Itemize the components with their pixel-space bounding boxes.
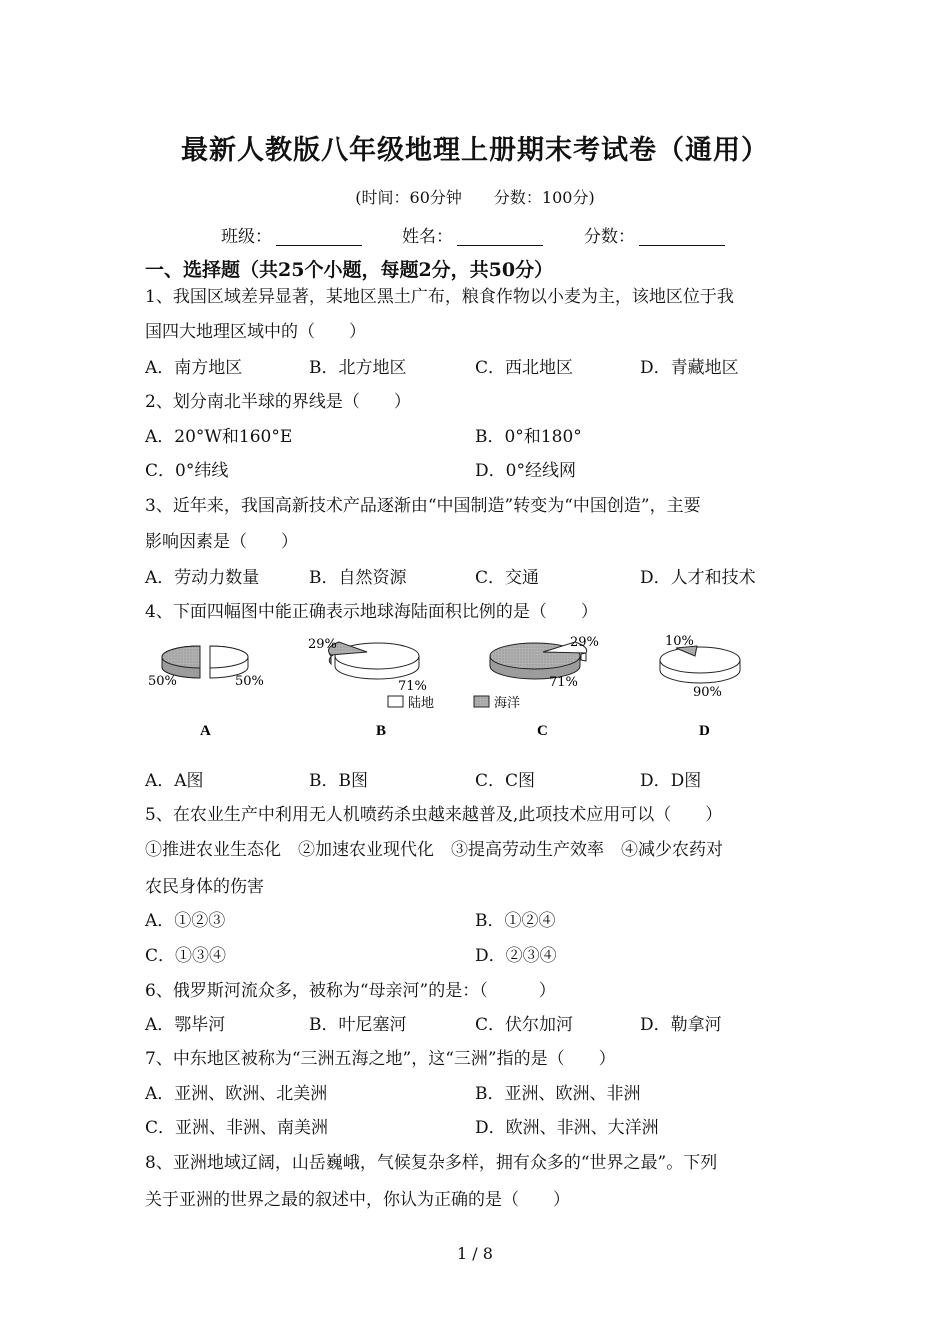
q6-option-c[interactable]: C．伏尔加河 bbox=[475, 1015, 574, 1035]
q1-stem-1: 1、我国区域差异显著，某地区黑土广布，粮食作物以小麦为主，该地区位于我 bbox=[145, 287, 734, 307]
pie-d-letter: D bbox=[699, 723, 710, 739]
name-field bbox=[402, 222, 543, 247]
q3-option-d[interactable]: D．人才和技术 bbox=[640, 568, 756, 588]
name-blank[interactable] bbox=[457, 227, 543, 246]
q1-stem-2: 国四大地理区域中的（ ） bbox=[145, 322, 366, 342]
q5-stem-1: 5、在农业生产中利用无人机喷药杀虫越来越普及,此项技术应用可以（ ） bbox=[145, 805, 723, 825]
pie-a-right-label: 50% bbox=[235, 674, 264, 689]
legend-ocean-swatch bbox=[474, 696, 489, 707]
q5-option-d[interactable]: D．②③④ bbox=[475, 946, 557, 966]
q6-option-a[interactable]: A．鄂毕河 bbox=[145, 1015, 226, 1035]
q5-option-b[interactable]: B．①②④ bbox=[475, 911, 556, 931]
section-title: 一、选择题（共25个小题，每题2分，共50分） bbox=[145, 259, 554, 281]
score-label: 分数： bbox=[584, 227, 635, 247]
exam-info: (时间：60分钟 分数：100分) bbox=[355, 188, 595, 207]
pie-d-bottom-label: 90% bbox=[693, 685, 722, 700]
q1-option-b[interactable]: B．北方地区 bbox=[309, 358, 407, 378]
name-label: 姓名： bbox=[402, 227, 453, 247]
class-blank[interactable] bbox=[276, 227, 362, 246]
q4-option-c[interactable]: C．C图 bbox=[475, 771, 536, 791]
pie-b bbox=[329, 642, 419, 679]
q7-stem: 7、中东地区被称为“三洲五海之地”，这“三洲”指的是（ ） bbox=[145, 1049, 616, 1069]
pie-d bbox=[660, 646, 740, 683]
q1-option-a[interactable]: A．南方地区 bbox=[145, 358, 243, 378]
q8-stem-1: 8、亚洲地域辽阔，山岳巍峨，气候复杂多样，拥有众多的“世界之最”。下列 bbox=[145, 1153, 718, 1173]
legend-land-swatch bbox=[388, 696, 403, 707]
pie-d-top-label: 10% bbox=[665, 634, 694, 649]
class-field bbox=[221, 222, 362, 247]
q7-option-c[interactable]: C．亚洲、非洲、南美洲 bbox=[145, 1118, 329, 1138]
q5-option-a[interactable]: A．①②③ bbox=[145, 911, 226, 931]
q7-option-d[interactable]: D．欧洲、非洲、大洋洲 bbox=[475, 1118, 659, 1138]
pie-c-letter: C bbox=[537, 723, 548, 739]
q6-option-d[interactable]: D．勒拿河 bbox=[640, 1015, 722, 1035]
legend-land-label: 陆地 bbox=[408, 696, 435, 711]
score-blank[interactable] bbox=[639, 227, 725, 246]
q4-option-b[interactable]: B．B图 bbox=[309, 771, 368, 791]
legend bbox=[388, 695, 520, 711]
pie-b-bottom-label: 71% bbox=[398, 679, 427, 694]
q2-stem: 2、划分南北半球的界线是（ ） bbox=[145, 392, 411, 412]
q2-option-b[interactable]: B．0°和180° bbox=[475, 427, 582, 447]
pie-c-bottom-label: 71% bbox=[549, 675, 578, 690]
q3-stem-1: 3、近年来，我国高新技术产品逐渐由“中国制造”转变为“中国创造”，主要 bbox=[145, 496, 701, 516]
q5-stem-2: ①推进农业生态化 ②加速农业现代化 ③提高劳动生产效率 ④减少农药对 bbox=[145, 840, 723, 860]
q3-option-b[interactable]: B．自然资源 bbox=[309, 568, 407, 588]
class-label: 班级： bbox=[221, 227, 272, 247]
legend-ocean-label: 海洋 bbox=[494, 696, 521, 711]
q3-stem-2: 影响因素是（ ） bbox=[145, 532, 298, 552]
q2-option-d[interactable]: D．0°经线网 bbox=[475, 461, 576, 481]
pie-b-top-label: 29% bbox=[308, 637, 337, 652]
score-field bbox=[584, 222, 725, 247]
page-title: 最新人教版八年级地理上册期末考试卷（通用） bbox=[181, 135, 769, 166]
q3-option-c[interactable]: C．交通 bbox=[475, 568, 540, 588]
q1-option-d[interactable]: D．青藏地区 bbox=[640, 358, 739, 378]
q4-option-a[interactable]: A．A图 bbox=[145, 771, 204, 791]
page-number: 1 / 8 bbox=[457, 1244, 493, 1263]
q5-option-c[interactable]: C．①③④ bbox=[145, 946, 227, 966]
pie-a-left-label: 50% bbox=[148, 674, 177, 689]
q4-stem: 4、下面四幅图中能正确表示地球海陆面积比例的是（ ） bbox=[145, 602, 598, 622]
pie-a-letter: A bbox=[200, 723, 211, 739]
land-ocean-pie-figure bbox=[145, 628, 785, 746]
q2-option-c[interactable]: C．0°纬线 bbox=[145, 461, 229, 481]
q3-option-a[interactable]: A．劳动力数量 bbox=[145, 568, 260, 588]
q6-stem: 6、俄罗斯河流众多，被称为“母亲河”的是：（ ） bbox=[145, 981, 556, 1001]
q7-option-a[interactable]: A．亚洲、欧洲、北美洲 bbox=[145, 1084, 328, 1104]
pie-b-letter: B bbox=[376, 723, 387, 739]
q8-stem-2: 关于亚洲的世界之最的叙述中，你认为正确的是（ ） bbox=[145, 1190, 570, 1210]
q4-option-d[interactable]: D．D图 bbox=[640, 771, 702, 791]
q1-option-c[interactable]: C．西北地区 bbox=[475, 358, 574, 378]
q6-option-b[interactable]: B．叶尼塞河 bbox=[309, 1015, 407, 1035]
q2-option-a[interactable]: A．20°W和160°E bbox=[145, 427, 293, 447]
q7-option-b[interactable]: B．亚洲、欧洲、非洲 bbox=[475, 1084, 641, 1104]
q5-stem-3: 农民身体的伤害 bbox=[145, 877, 264, 897]
pie-c-top-label: 29% bbox=[570, 635, 599, 650]
